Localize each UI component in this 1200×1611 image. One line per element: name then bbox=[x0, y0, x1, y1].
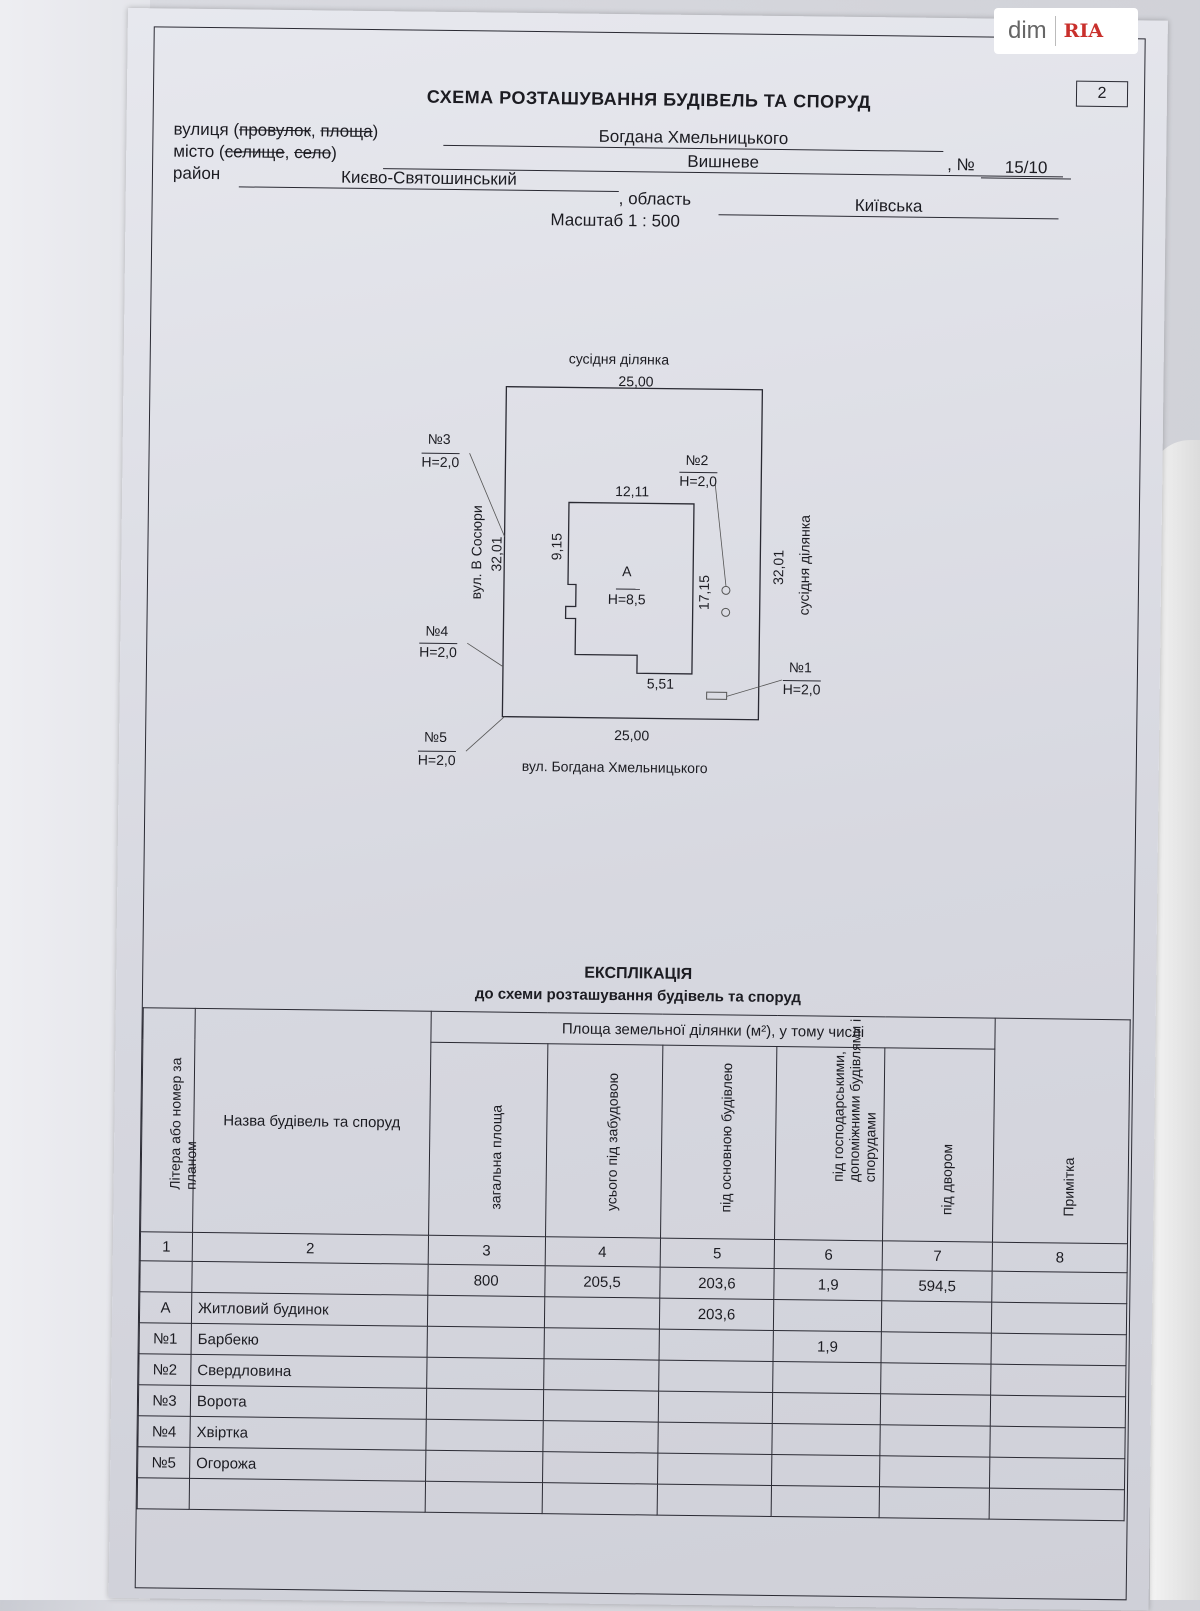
header-total: загальна площа bbox=[428, 1042, 547, 1236]
row-litera: №5 bbox=[138, 1447, 190, 1479]
logo-ria-text: RIA bbox=[1064, 20, 1103, 42]
marker-1-id: №1 bbox=[789, 659, 812, 675]
explication-title: ЕКСПЛІКАЦІЯ bbox=[143, 959, 1133, 989]
total-main: 203,6 bbox=[659, 1267, 774, 1299]
leader-line-4 bbox=[467, 643, 503, 666]
house-width-label: 12,11 bbox=[615, 483, 649, 499]
region-label: , область bbox=[619, 189, 692, 210]
right-neighbor-label: сусідня ділянка bbox=[796, 515, 813, 616]
total-built: 205,5 bbox=[544, 1266, 659, 1298]
col-number: 6 bbox=[775, 1239, 883, 1269]
document-title: СХЕМА РОЗТАШУВАННЯ БУДІВЕЛЬ ТА СПОРУД bbox=[154, 83, 1144, 116]
col-number: 8 bbox=[992, 1242, 1127, 1273]
marker-3-height: Н=2,0 bbox=[421, 453, 459, 470]
city-value: Вишневе bbox=[383, 148, 1063, 177]
scale-label: Масштаб 1 : 500 bbox=[550, 210, 680, 232]
document-page bbox=[109, 8, 1168, 1611]
number-value: 15/10 bbox=[981, 157, 1071, 179]
leader-line-2 bbox=[714, 484, 727, 586]
header-aux: під господарськими, допоміжними будівлями і спорудами bbox=[775, 1047, 885, 1241]
row-name: Житловий будинок bbox=[191, 1292, 427, 1326]
marker-5-height: Н=2,0 bbox=[418, 751, 456, 768]
top-width-label: 25,00 bbox=[618, 373, 653, 389]
row-name: Хвіртка bbox=[190, 1416, 426, 1450]
well-marker-2 bbox=[722, 608, 730, 616]
logo-dim-text: dim bbox=[1008, 17, 1047, 45]
left-length-label: 32,01 bbox=[488, 536, 504, 571]
row-litera: №2 bbox=[139, 1354, 191, 1386]
page-number: 2 bbox=[1076, 81, 1128, 108]
well-marker-1 bbox=[722, 586, 730, 594]
marker-4-height: Н=2,0 bbox=[419, 643, 457, 660]
total-yard: 594,5 bbox=[882, 1270, 992, 1302]
left-street-label: вул. В Сосюри bbox=[468, 505, 485, 599]
house-letter: А bbox=[622, 563, 632, 579]
header-yard: під двором bbox=[883, 1048, 995, 1242]
header-name: Назва будівель та споруд bbox=[193, 1008, 432, 1235]
row-name: Огорожа bbox=[190, 1447, 426, 1481]
row-aux: 1,9 bbox=[773, 1330, 881, 1362]
explication-table bbox=[137, 1007, 1131, 1521]
number-label: , № bbox=[947, 155, 975, 175]
marker-2-id: №2 bbox=[685, 452, 708, 468]
dimria-logo[interactable] bbox=[994, 8, 1138, 54]
row-litera: А bbox=[139, 1292, 191, 1324]
barbecue-marker bbox=[707, 692, 727, 699]
site-plan bbox=[145, 27, 1145, 839]
col-number: 1 bbox=[140, 1232, 192, 1262]
marker-3-id: №3 bbox=[428, 431, 451, 447]
row-main: 203,6 bbox=[659, 1298, 774, 1330]
marker-4-id: №4 bbox=[425, 623, 448, 639]
document-frame bbox=[135, 26, 1146, 1600]
header-main: під основною будівлею bbox=[660, 1045, 777, 1239]
leader-line-1 bbox=[727, 679, 782, 697]
row-name: Барбекю bbox=[191, 1323, 427, 1357]
house-right-label: 17,15 bbox=[696, 575, 712, 610]
logo-divider bbox=[1055, 16, 1056, 46]
header-built: усього під забудовою bbox=[545, 1044, 662, 1238]
header-area: Площа земельної ділянки (м²), у тому числі bbox=[431, 1011, 996, 1049]
row-litera: №4 bbox=[138, 1416, 190, 1448]
marker-1-height: Н=2,0 bbox=[783, 680, 821, 697]
city-label: місто (селище, село) bbox=[173, 142, 337, 164]
district-value: Києво-Святошинський bbox=[239, 166, 619, 192]
marker-2-height: Н=2,0 bbox=[679, 472, 717, 489]
row-litera: №1 bbox=[139, 1323, 191, 1355]
leader-line-5 bbox=[466, 716, 504, 751]
house-bottom-label: 5,51 bbox=[647, 675, 674, 691]
row-aux bbox=[774, 1299, 882, 1331]
col-number: 3 bbox=[428, 1235, 545, 1265]
row-litera: №3 bbox=[138, 1385, 190, 1417]
header-litera: Літера або номер за планом bbox=[141, 1008, 196, 1233]
total-aux: 1,9 bbox=[774, 1268, 882, 1300]
bottom-street-label: вул. Богдана Хмельницького bbox=[522, 758, 708, 776]
region-value: Київська bbox=[719, 194, 1059, 219]
col-number: 4 bbox=[545, 1237, 660, 1267]
plot-boundary bbox=[502, 387, 762, 720]
street-label: вулиця (провулок, площа) bbox=[173, 120, 378, 143]
house-outline bbox=[565, 502, 694, 674]
bottom-width-label: 25,00 bbox=[614, 727, 649, 743]
marker-5-id: №5 bbox=[424, 729, 447, 745]
col-number: 5 bbox=[660, 1238, 775, 1268]
street-value: Богдана Хмельницького bbox=[443, 125, 943, 152]
explication-subtitle: до схеми розташування будівель та споруд bbox=[143, 981, 1133, 1010]
row-name: Свердловина bbox=[191, 1354, 427, 1388]
right-length-label: 32,01 bbox=[770, 550, 786, 585]
house-depth-label: 9,15 bbox=[548, 533, 564, 560]
row-main bbox=[659, 1329, 774, 1361]
district-label: район bbox=[173, 164, 220, 185]
header-note: Примітка bbox=[993, 1018, 1131, 1244]
col-number: 2 bbox=[192, 1232, 428, 1264]
top-neighbor-label: сусідня ділянка bbox=[569, 350, 670, 367]
col-number: 7 bbox=[882, 1241, 992, 1271]
row-name: Ворота bbox=[190, 1385, 426, 1419]
house-height: Н=8,5 bbox=[608, 591, 646, 607]
total-area: 800 bbox=[428, 1264, 545, 1296]
